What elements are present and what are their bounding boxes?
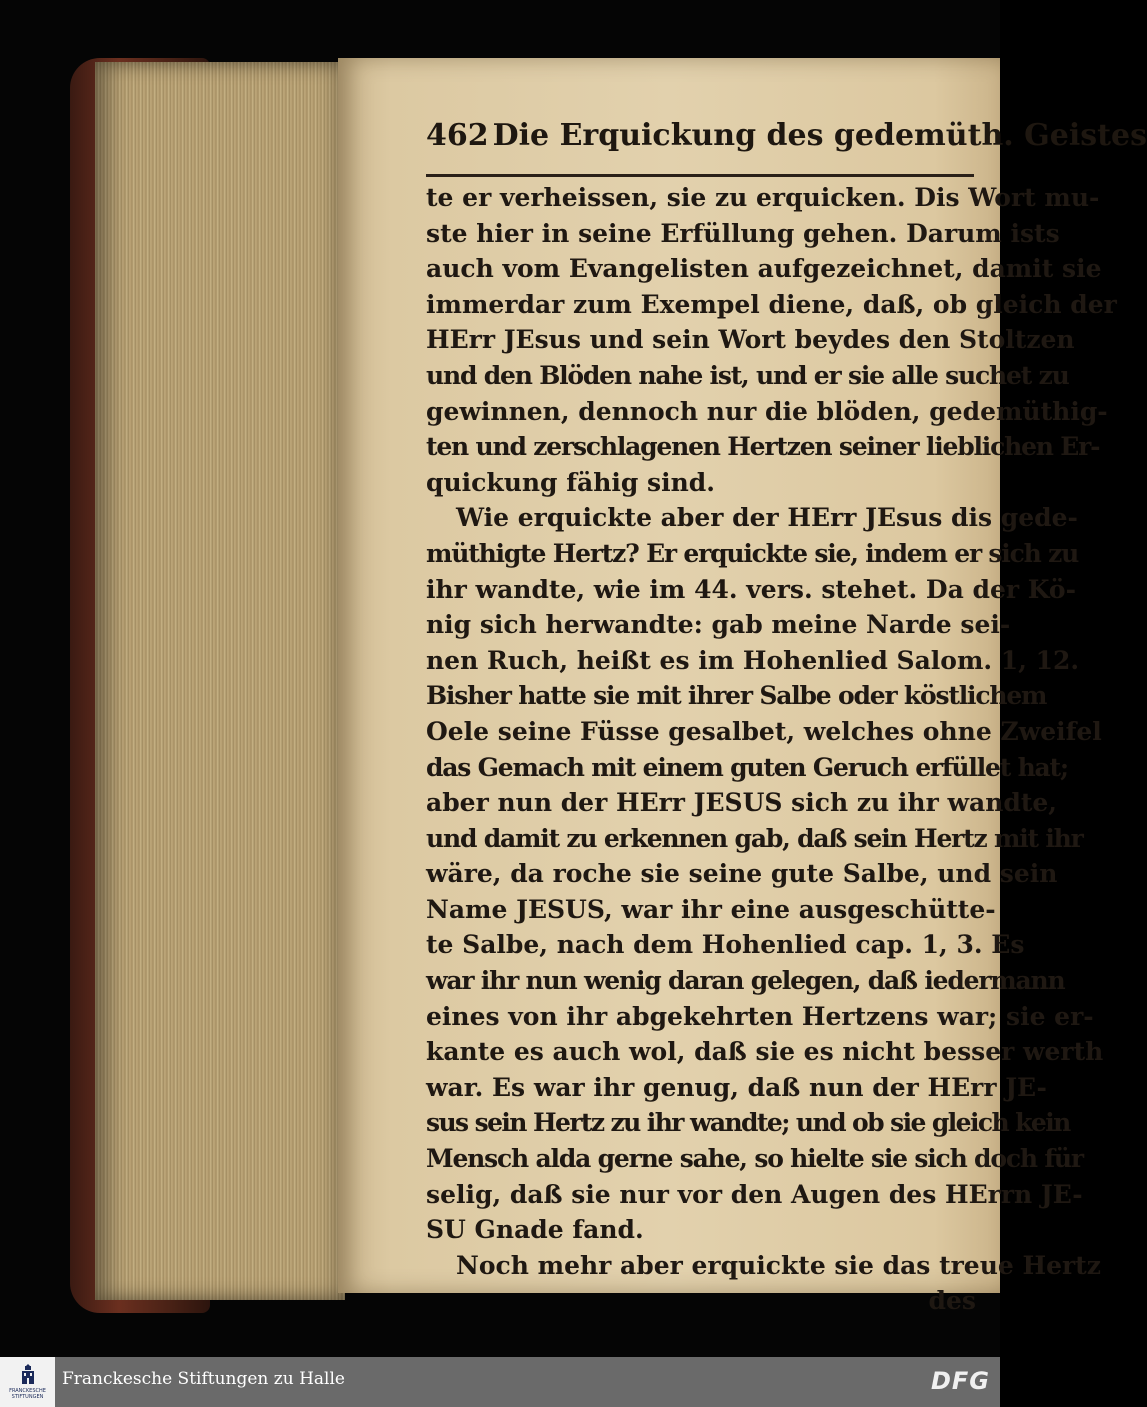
text-line: te er verheissen, sie zu erquicken. Dis Wort mu- — [426, 183, 1100, 212]
page-edges — [95, 62, 345, 1300]
text-line: kante es auch wol, daß sie es nicht besser werth — [426, 1037, 1104, 1067]
institution-logo[interactable] — [0, 1357, 55, 1407]
text-line: müthigte Hertz? Er erquickte sie, indem er sich zu — [426, 538, 1079, 568]
dfg-logo[interactable]: DFG — [930, 1367, 990, 1395]
text-line: und damit zu erkennen gab, daß sein Hertz mit ihr — [426, 823, 1083, 853]
text-line: HErr JEsus und sein Wort beydes den Stoltzen — [426, 325, 1075, 355]
text-line: Name JESUS, war ihr eine ausgeschütte- — [426, 894, 996, 924]
text-line: ten und zerschlagenen Hertzen seiner lieblichen Er- — [426, 432, 1100, 462]
text-line: des — [928, 1286, 976, 1316]
text-line: nig sich herwandte: gab meine Narde sei- — [426, 610, 1011, 640]
text-line: nen Ruch, heißt es im Hohenlied Salom. 1, 12. — [426, 645, 1080, 675]
institution-name[interactable]: Franckesche Stiftungen zu Halle — [62, 1369, 345, 1389]
text-line: auch vom Evangelisten aufgezeichnet, damit sie — [426, 254, 1102, 284]
text-line: das Gemach mit einem guten Geruch erfüllet hat; — [426, 752, 1068, 782]
page-number: 462 — [426, 118, 489, 153]
text-line: Mensch alda gerne sahe, so hielte sie sich doch für — [426, 1144, 1083, 1174]
text-line: war. Es war ihr genug, daß nun der HErr JE- — [426, 1072, 1047, 1102]
text-line: sus sein Hertz zu ihr wandte; und ob sie gleich kein — [426, 1108, 1070, 1138]
text-line: war ihr nun wenig daran gelegen, daß iedermann — [426, 966, 1065, 996]
text-line: selig, daß sie nur vor den Augen des HErrn JE- — [426, 1179, 1083, 1209]
orphanage-building-icon — [20, 1364, 36, 1386]
text-line: Noch mehr aber erquickte sie das treue Hertz — [456, 1250, 1101, 1280]
text-line: und den Blöden nahe ist, und er sie alle suchet zu — [426, 360, 1069, 390]
text-line: ste hier in seine Erfüllung gehen. Darum ists — [426, 218, 1060, 248]
text-line: gewinnen, dennoch nur die blöden, gedemüthig- — [426, 396, 1108, 426]
text-line: te Salbe, nach dem Hohenlied cap. 1, 3. Es — [426, 930, 1025, 960]
text-line: SU Gnade fand. — [426, 1215, 644, 1245]
text-line: immerdar zum Exempel diene, daß, ob gleich der — [426, 289, 1117, 319]
text-line: aber nun der HErr JESUS sich zu ihr wandte, — [426, 788, 1058, 818]
text-line: ihr wandte, wie im 44. vers. stehet. Da der Kö- — [426, 574, 1076, 604]
logo-text: FRANCKESCHE STIFTUNGEN — [9, 1388, 46, 1400]
text-line: Wie erquickte aber der HErr JEsus dis gede- — [456, 503, 1078, 533]
text-line: quickung fähig sind. — [426, 467, 715, 497]
text-line: Bisher hatte sie mit ihrer Salbe oder köstlichem — [426, 681, 1047, 711]
text-line: Oele seine Füsse gesalbet, welches ohne Zweifel — [426, 716, 1102, 746]
page-text — [426, 180, 1117, 1319]
viewer-footer — [0, 1357, 1000, 1407]
running-head — [426, 118, 1147, 177]
text-line: wäre, da roche sie seine gute Salbe, und sein — [426, 859, 1058, 889]
text-line: eines von ihr abgekehrten Hertzens war; sie er- — [426, 1001, 1094, 1031]
running-head-title: Die Erquickung des gedemüth. Geistes — [492, 118, 1147, 153]
